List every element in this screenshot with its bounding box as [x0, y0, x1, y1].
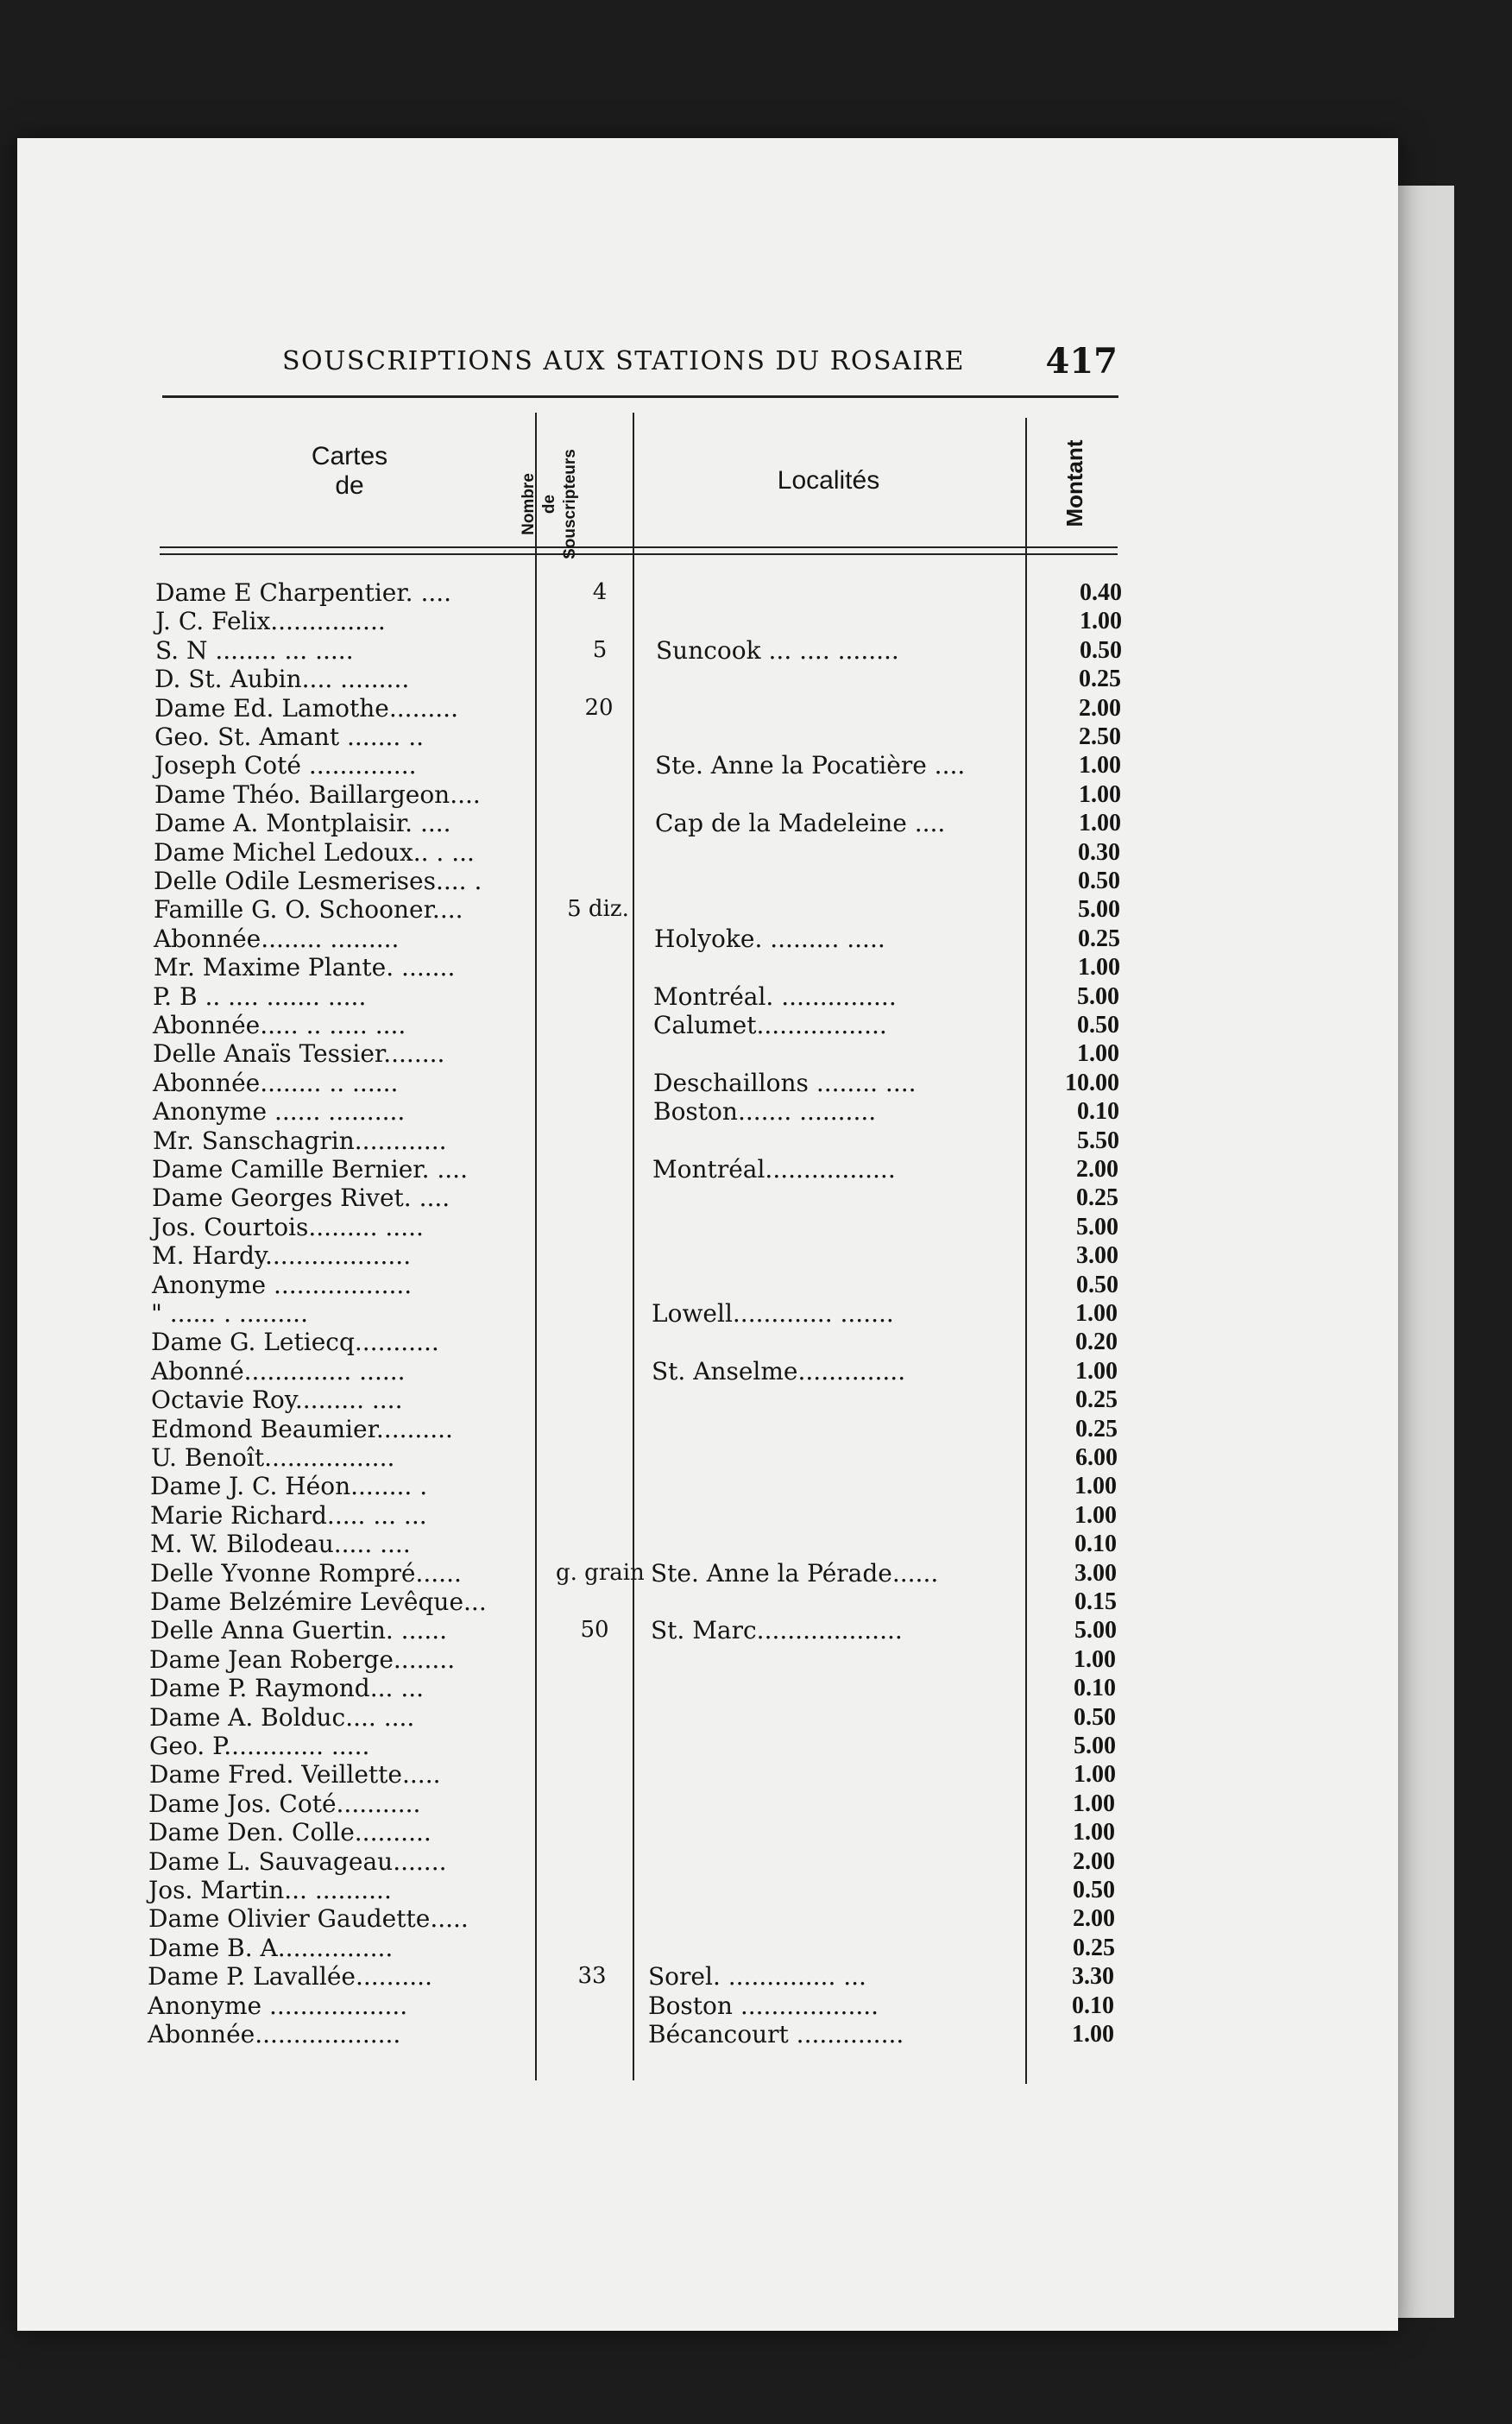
subscriber-name: Geo. P............. ..... — [149, 1732, 370, 1760]
header-nombre: Nombre — [520, 473, 538, 535]
subscriber-name: Anonyme .................. — [148, 1992, 408, 2020]
amount: 0.30 — [1078, 839, 1120, 866]
table-row — [150, 1616, 1125, 1644]
subscriber-name: Famille G. O. Schooner.... — [154, 895, 463, 924]
header-montant-label: Montant — [1062, 439, 1087, 527]
amount: 0.15 — [1074, 1588, 1117, 1615]
table-row — [148, 1818, 1124, 1846]
subscriber-name: Abonnée................... — [148, 2020, 401, 2048]
table-row — [154, 867, 1129, 895]
subscriber-name: Abonnée........ .. ...... — [153, 1069, 399, 1097]
amount: 2.00 — [1076, 1156, 1118, 1183]
subscriber-name: Delle Anaïs Tessier........ — [153, 1039, 445, 1068]
header-localites-label: Localités — [777, 466, 880, 495]
table-row — [152, 1213, 1127, 1241]
locality: St. Marc................... — [651, 1616, 903, 1644]
table-row — [155, 578, 1131, 607]
amount: 2.00 — [1079, 695, 1121, 722]
subscriber-name: Dame Théo. Baillargeon.... — [154, 780, 481, 809]
amount: 5.00 — [1078, 896, 1120, 923]
table-top-rule — [162, 395, 1118, 398]
subscriber-name: Abonné.............. ...... — [151, 1357, 406, 1386]
table-row — [149, 1674, 1125, 1702]
table-row — [149, 1703, 1125, 1732]
subscriber-name: Abonnée........ ......... — [154, 925, 400, 953]
table-row — [153, 982, 1128, 1011]
table-row — [154, 809, 1130, 837]
table-row — [148, 1790, 1124, 1818]
header-montant — [1062, 427, 1096, 540]
subscriber-name: Dame Fred. Veillette..... — [149, 1760, 441, 1789]
subscriber-name: Dame Den. Colle.......... — [148, 1818, 432, 1846]
table-row — [155, 607, 1131, 635]
locality: Boston....... .......... — [653, 1097, 877, 1126]
table-row — [150, 1588, 1125, 1616]
table-row — [151, 1357, 1126, 1386]
header-nombre-souscripteurs — [519, 431, 605, 578]
table-row — [148, 1876, 1124, 1904]
amount: 0.25 — [1075, 1386, 1118, 1413]
table-row — [153, 1097, 1128, 1126]
subscriber-name: Dame Belzémire Levêque... — [150, 1588, 487, 1616]
locality: Sorel. .............. ... — [648, 1962, 866, 1991]
amount: 0.50 — [1074, 1704, 1116, 1731]
subscriber-name: Dame A. Montplaisir. .... — [154, 809, 451, 837]
amount: 1.00 — [1075, 1300, 1118, 1327]
subscriber-count: 20 — [584, 695, 614, 721]
subscriber-name: Mr. Maxime Plante. ....... — [154, 953, 456, 982]
locality: Holyoke. ......... ..... — [654, 925, 885, 953]
subscriber-name: Dame Olivier Gaudette..... — [148, 1904, 469, 1933]
subscriber-name: Jos. Courtois......... ..... — [152, 1213, 424, 1241]
header-souscripteurs: Souscripteurs — [561, 449, 579, 559]
subscriber-count: 4 — [592, 579, 608, 605]
table-row — [151, 1415, 1126, 1443]
subscriber-count: 5 — [592, 637, 608, 663]
subscriber-name: D. St. Aubin.... ......... — [154, 665, 410, 693]
subscriber-name: Mr. Sanschagrin............ — [153, 1127, 447, 1155]
amount: 1.00 — [1074, 1473, 1117, 1499]
subscriber-name: P. B .. .... ....... ..... — [153, 982, 367, 1011]
subscriber-name: Dame Ed. Lamothe......... — [154, 694, 458, 723]
table-row — [149, 1732, 1125, 1760]
subscriber-name: M. Hardy................... — [152, 1241, 412, 1270]
table-row — [152, 1184, 1127, 1212]
table-row — [152, 1271, 1127, 1299]
amount: 0.50 — [1073, 1877, 1115, 1903]
locality: St. Anselme.............. — [652, 1357, 906, 1386]
amount: 5.00 — [1074, 1617, 1117, 1644]
amount: 5.50 — [1077, 1127, 1119, 1154]
table-row — [154, 723, 1130, 751]
amount: 5.00 — [1074, 1733, 1116, 1759]
amount: 0.25 — [1079, 666, 1121, 692]
amount: 2.50 — [1079, 723, 1121, 750]
subscriber-name: Delle Odile Lesmerises.... . — [154, 867, 482, 895]
locality: Cap de la Madeleine .... — [655, 809, 946, 837]
subscriber-name: Dame P. Raymond... ... — [149, 1674, 425, 1702]
subscriber-name: Dame G. Letiecq........... — [151, 1328, 439, 1356]
header-bottom-rule — [160, 546, 1118, 548]
subscriber-name: Geo. St. Amant ....... .. — [154, 723, 424, 751]
amount: 1.00 — [1073, 1790, 1115, 1817]
table-row — [153, 1127, 1128, 1155]
subscriber-name: M. W. Bilodeau..... .... — [150, 1530, 411, 1558]
table-row — [151, 1386, 1126, 1414]
subscriber-name: Dame B. A............... — [148, 1934, 394, 1962]
amount: 1.00 — [1074, 1646, 1116, 1673]
locality: Bécancourt .............. — [648, 2020, 904, 2048]
table-row — [148, 1847, 1124, 1876]
amount: 0.50 — [1078, 868, 1120, 894]
table-row — [154, 665, 1130, 693]
subscriber-name: Dame Jean Roberge........ — [149, 1645, 456, 1674]
header-bottom-rule-2 — [160, 553, 1118, 555]
locality: Ste. Anne la Pocatière .... — [655, 751, 966, 780]
page-number: 417 — [1045, 341, 1118, 382]
subscriber-name: Anonyme .................. — [152, 1271, 413, 1299]
amount: 1.00 — [1074, 1502, 1117, 1529]
subscriber-name: Edmond Beaumier.......... — [151, 1415, 453, 1443]
locality: Boston .................. — [648, 1992, 879, 2020]
table-row — [148, 1934, 1124, 1962]
locality: Deschaillons ........ .... — [653, 1069, 917, 1097]
subscriber-name: Dame Jos. Coté........... — [148, 1790, 421, 1818]
table-row — [154, 953, 1129, 982]
amount: 1.00 — [1078, 954, 1120, 981]
amount: 0.10 — [1074, 1531, 1117, 1557]
subscriber-name: Abonnée..... .. ..... .... — [153, 1011, 406, 1039]
table-row — [148, 1962, 1123, 1991]
locality: Montréal. ............... — [653, 982, 897, 1011]
subscriber-name: Delle Anna Guertin. ...... — [150, 1616, 448, 1644]
table-row — [150, 1501, 1125, 1530]
amount: 1.00 — [1074, 1761, 1116, 1788]
amount: 1.00 — [1079, 752, 1121, 779]
table-row — [152, 1155, 1127, 1184]
table-row — [154, 751, 1130, 780]
table-row — [149, 1645, 1125, 1674]
table-row — [153, 1039, 1128, 1068]
amount: 1.00 — [1079, 781, 1121, 808]
locality: Suncook ... .... ........ — [656, 636, 899, 665]
table-row — [155, 636, 1131, 665]
header-cartes-line2: de — [335, 471, 364, 500]
header-cartes-line1: Cartes — [311, 442, 388, 470]
table-row — [154, 694, 1130, 723]
subscriber-name: Joseph Coté .............. — [154, 751, 417, 780]
subscriber-count: 5 diz. — [567, 896, 629, 922]
amount: 0.50 — [1077, 1012, 1119, 1038]
table-row — [151, 1328, 1126, 1356]
header-cartes — [276, 442, 423, 501]
subscriber-name: J. C. Felix............... — [155, 607, 386, 635]
amount: 3.00 — [1076, 1242, 1118, 1269]
table-row — [154, 780, 1130, 809]
subscriber-name: Dame P. Lavallée.......... — [148, 1962, 432, 1991]
subscriber-name: Jos. Martin... .......... — [148, 1876, 392, 1904]
subscriber-name: Octavie Roy......... .... — [151, 1386, 403, 1414]
table-row — [154, 925, 1129, 953]
subscriber-count: g. grain — [556, 1560, 645, 1586]
amount: 6.00 — [1075, 1444, 1118, 1471]
subscriber-name: Dame Michel Ledoux.. . ... — [154, 838, 475, 867]
amount: 0.25 — [1076, 1184, 1118, 1211]
subscriber-name: U. Benoît................. — [151, 1443, 395, 1472]
locality: Calumet................. — [653, 1011, 887, 1039]
amount: 0.25 — [1078, 925, 1120, 952]
subscriber-name: " ...... . ......... — [151, 1299, 308, 1328]
subscriber-name: Dame E Charpentier. .... — [155, 578, 452, 607]
table-row — [152, 1241, 1127, 1270]
table-row — [154, 838, 1129, 867]
amount: 1.00 — [1073, 1819, 1115, 1846]
locality: Lowell............. ....... — [652, 1299, 894, 1328]
amount: 1.00 — [1072, 2021, 1114, 2048]
locality: Ste. Anne la Pérade...... — [651, 1559, 939, 1588]
table-row — [150, 1559, 1125, 1588]
amount: 0.50 — [1080, 637, 1122, 664]
table-row — [151, 1443, 1126, 1472]
amount: 5.00 — [1077, 983, 1119, 1010]
table-row — [148, 2020, 1123, 2048]
amount: 0.25 — [1075, 1416, 1118, 1442]
subscriber-count: 50 — [580, 1617, 609, 1643]
subscriber-name: Dame Georges Rivet. .... — [152, 1184, 450, 1212]
amount: 1.00 — [1079, 810, 1121, 836]
subscriber-name: Marie Richard..... ... ... — [150, 1501, 427, 1530]
amount: 0.10 — [1072, 1992, 1114, 2019]
table-row — [153, 1069, 1128, 1097]
table-row — [150, 1530, 1125, 1558]
subscriber-name: S. N ........ ... ..... — [155, 636, 354, 665]
amount: 3.00 — [1074, 1560, 1117, 1587]
running-header — [282, 341, 1118, 393]
amount: 2.00 — [1073, 1905, 1115, 1932]
amount: 1.00 — [1077, 1040, 1119, 1067]
amount: 3.30 — [1072, 1963, 1114, 1990]
subscriber-name: Dame L. Sauvageau....... — [148, 1847, 447, 1876]
table-row — [148, 1904, 1124, 1933]
amount: 2.00 — [1073, 1848, 1115, 1875]
table-row — [150, 1472, 1125, 1500]
amount: 0.50 — [1076, 1272, 1118, 1298]
table-row — [154, 895, 1129, 924]
subscriber-name: Dame J. C. Héon........ . — [150, 1472, 428, 1500]
subscriber-name: Delle Yvonne Rompré...... — [150, 1559, 462, 1588]
header-localites — [725, 466, 932, 496]
amount: 1.00 — [1075, 1358, 1118, 1385]
amount: 0.10 — [1077, 1098, 1119, 1125]
header-nombre-de: de — [540, 494, 558, 514]
amount: 5.00 — [1076, 1214, 1118, 1240]
subscriber-name: Dame Camille Bernier. .... — [152, 1155, 468, 1184]
table-row — [149, 1760, 1125, 1789]
subscriber-name: Dame A. Bolduc.... .... — [149, 1703, 415, 1732]
amount: 1.00 — [1080, 608, 1122, 634]
subscriber-count: 33 — [577, 1963, 607, 1989]
table-row — [148, 1992, 1123, 2020]
table-row — [151, 1299, 1126, 1328]
amount: 0.25 — [1073, 1935, 1115, 1961]
amount: 0.10 — [1074, 1675, 1116, 1701]
subscriber-name: Anonyme ...... .......... — [153, 1097, 406, 1126]
table-body — [147, 578, 1122, 2063]
locality: Montréal................. — [652, 1155, 896, 1184]
amount: 0.20 — [1075, 1329, 1118, 1355]
amount: 10.00 — [1065, 1070, 1119, 1096]
running-title: SOUSCRIPTIONS AUX STATIONS DU ROSAIRE — [282, 346, 966, 376]
table-row — [153, 1011, 1128, 1039]
amount: 0.40 — [1080, 579, 1122, 606]
